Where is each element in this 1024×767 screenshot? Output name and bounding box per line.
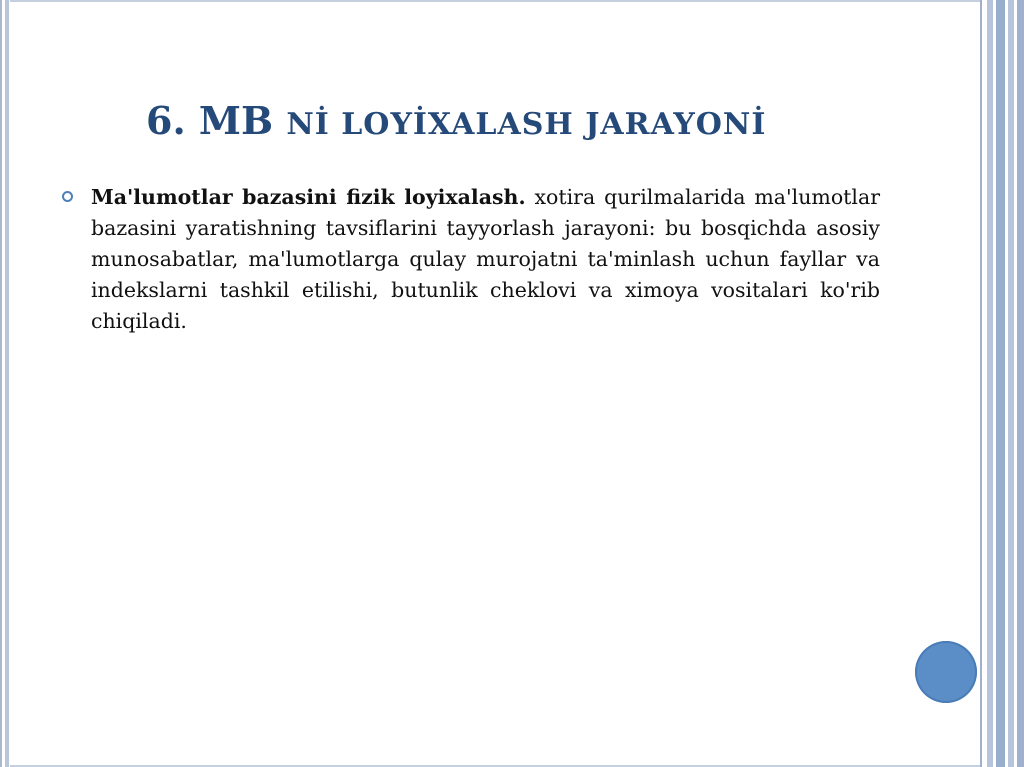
bullet-circle-icon [62,191,73,202]
title-number-part: 6. MB [146,98,287,143]
bullet-body: xotira qurilmalarida ma'lumotlar bazasini yaratishning tavsiflarini tayyorlash jarayoni: bu bosqichda asosiy munosabatlar, ma'lumotlarga qulay murojatni ta'minlash uchun fayllar va indekslarni tashkil etilishi, butunlik cheklovi va ximoya vositalari ko'rib chiqiladi. [91,185,880,333]
bullet-text [91,182,880,337]
bullet-lead: Ma'lumotlar bazasini fizik loyixalash. [91,185,526,209]
bullet-item [62,182,880,337]
title-smallcaps-part: Nİ LOYİXALASH JARAYONİ [286,107,767,142]
left-border [0,0,10,767]
top-border-line [0,0,980,2]
right-decorative-stripes [980,0,1024,767]
nav-circle-icon[interactable] [915,641,977,703]
slide-title [146,98,766,143]
